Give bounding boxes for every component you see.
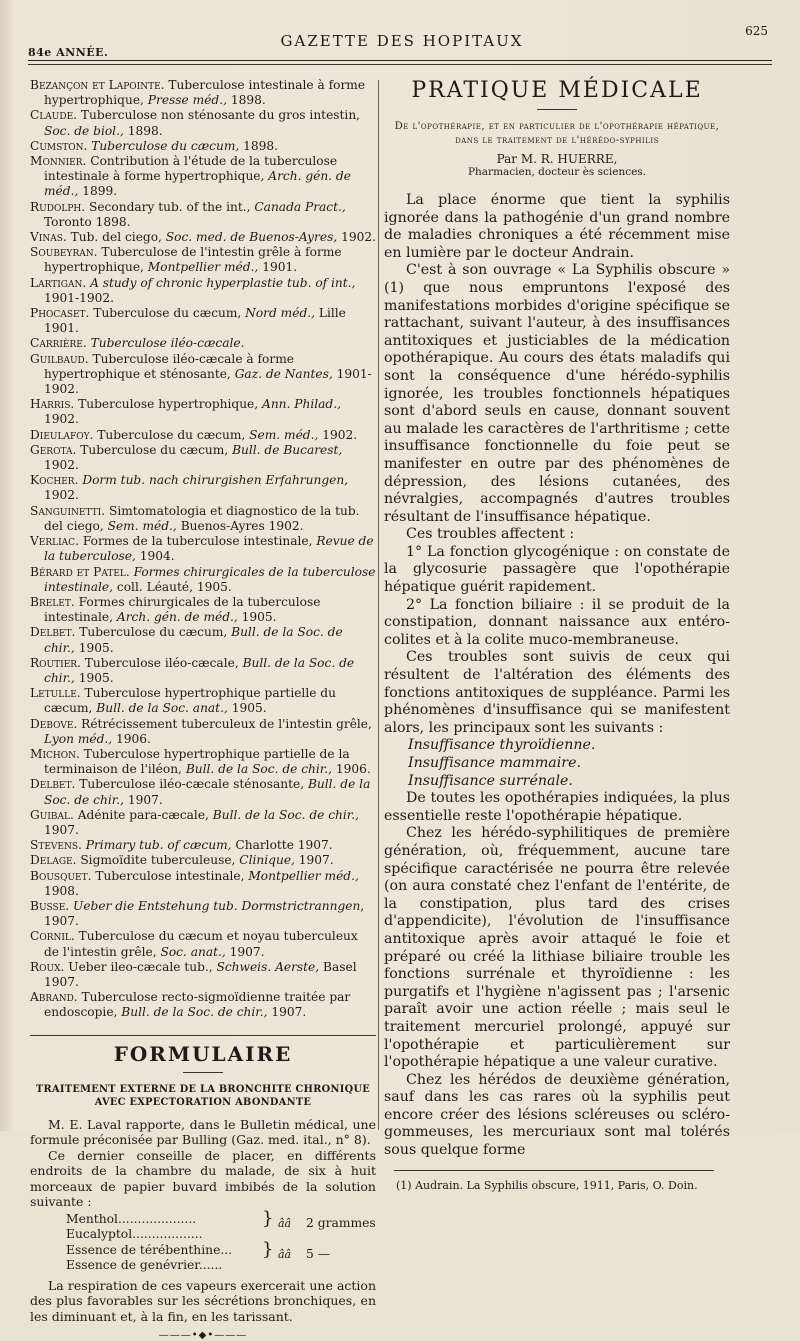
bib-source: Canada Pract., <box>254 199 346 214</box>
bib-source: Bull. de Bucarest, <box>232 442 343 457</box>
bibliography-entry <box>30 139 376 154</box>
bibliography-entry <box>30 306 376 336</box>
footnote-rule <box>394 1170 714 1171</box>
list-item: Insuffisance thyroïdienne. <box>408 737 596 754</box>
bib-source: Arch. gén. de méd., <box>44 169 351 199</box>
bib-tail: 1907. <box>298 853 334 868</box>
bib-source: Revue de la tuberculose, <box>44 534 374 564</box>
bib-text: Adénite para-cæcale, <box>77 807 213 822</box>
bib-source: Sem. méd., <box>107 518 181 533</box>
bib-source: Soc. de biol., <box>44 123 128 138</box>
bib-source: Montpellier méd., <box>147 260 263 275</box>
bib-tail: 1905. <box>78 670 114 685</box>
formulaire-rule <box>183 1072 223 1073</box>
bibliography-entry <box>30 504 376 534</box>
bib-source: Montpellier méd., <box>248 868 359 883</box>
bibliography-entry <box>30 595 376 625</box>
bib-text: Simtomatologia et diagnostico de la tub. del ciego, <box>44 503 360 533</box>
bib-text: Tuberculose du cæcum, <box>79 625 232 640</box>
bib-author: Delbet. <box>30 625 80 640</box>
bib-text: Tuberculose iléo-cæcale sténosante, <box>79 777 308 792</box>
bib-author: Abrand. <box>30 990 82 1005</box>
bib-text: Tuberculose non sténosante du gros intestin, <box>80 108 361 123</box>
bibliography-entry <box>30 230 376 245</box>
recipe-aa: ââ <box>278 1247 292 1261</box>
bib-tail: 1905. <box>78 640 114 655</box>
bibliography-entry <box>30 747 376 777</box>
bib-text: Tuberculose hypertrophique partielle de la terminaison de l'iléon, <box>44 746 350 777</box>
article-paragraph: 1° La fonction glycogénique : on constate de la glycosurie passagère que l'opothérapie hépatique guérit rapidement. <box>384 543 730 596</box>
bibliography-entry <box>30 534 376 564</box>
bib-tail: 1907. <box>127 792 163 807</box>
section-end-ornament: ———•◆•——— <box>158 1330 248 1341</box>
bibliography-entry <box>30 245 376 275</box>
bib-tail: 1908. <box>44 883 79 898</box>
bib-text: Sigmoïdite tuberculeuse, <box>80 853 240 868</box>
bib-text: Tuberculose du cæcum, <box>93 306 246 321</box>
bib-author: Guilbaud. <box>30 351 93 366</box>
bib-tail: 1901-1902. <box>44 290 115 305</box>
list-item: Insuffisance mammaire. <box>408 755 581 771</box>
bibliography <box>30 78 376 1021</box>
bib-source: Bull. de la Soc. de chir., <box>212 807 360 822</box>
insufficiency-list <box>408 737 730 790</box>
article-paragraph: Chez les hérédo-syphilitiques de première génération, où, fréquemment, aucune tare spécifique caractérisée ne pourra être relevée (on aura constaté chez l'enfant de l'entérite, de la constipation, plus tard des crises d'appendicite), l'évolution de l'insuffisance antitoxique après avoir attaqué le foie et préparé ou créé la lithiase biliaire trouble les fonctions surrénale et thyroïdienne : les purgatifs et l'hygiène n'agissent pas ; l'arsenic paraît avoir une action réelle ; mais seul le traitement mercuriel prolongé, appuyé sur l'opothérapie et particulièrement sur l'opothérapie hépatique a une valeur curative. <box>384 825 730 1071</box>
bib-author: Delage. <box>30 853 81 868</box>
right-column <box>384 78 730 1192</box>
bib-author: Bérard et Patel. <box>30 564 134 579</box>
bib-source: Sem. méd., <box>249 427 323 442</box>
recipe-aa: ââ <box>278 1216 292 1230</box>
bibliography-entry <box>30 428 376 443</box>
recipe-item: Essence de genévrier...... <box>66 1257 223 1272</box>
article-paragraph: Ces troubles affectent : <box>406 526 575 543</box>
bib-source: Ann. Philad., <box>262 397 341 412</box>
bib-author: Stevens. <box>30 838 86 853</box>
bib-source: Bull. de la Soc. de chir., <box>185 762 336 777</box>
bib-author: Gerota. <box>30 442 81 457</box>
bib-author: Carrière. <box>30 336 91 351</box>
bibliography-entry <box>30 899 376 929</box>
bib-tail: 1902. <box>341 230 376 245</box>
bib-text: Tuberculose recto-sigmoïdienne traitée par endoscopie, <box>44 990 351 1020</box>
bibliography-entry <box>30 200 376 230</box>
bib-text: Secondary tub. of the int., <box>89 199 255 214</box>
bib-source: Soc. med. de Buenos-Ayres, <box>165 230 342 245</box>
formulaire-paragraph: Ce dernier conseille de placer, en différents endroits de la chambre du malade, de six à huit morceaux de papier buvard imbibés de la solution suivante : <box>30 1147 376 1210</box>
left-column <box>30 78 376 1341</box>
bibliography-entry <box>30 656 376 686</box>
bibliography-entry <box>30 336 376 351</box>
bibliography-entry <box>30 473 376 503</box>
formulaire-subtitle: TRAITEMENT EXTERNE DE LA BRONCHITE CHRONIQUE AVEC EXPECTORATION ABONDANTE <box>35 1083 371 1108</box>
recipe <box>66 1207 376 1278</box>
bibliography-entry <box>30 78 376 108</box>
bib-tail: 1898. <box>230 93 266 108</box>
bib-source: Bull. de la Soc. de chir., <box>44 777 371 807</box>
bibliography-entry <box>30 777 376 807</box>
bib-source: Bull. de la Soc. de chir., <box>44 625 343 655</box>
list-item: Insuffisance surrénale. <box>408 772 573 789</box>
page-number: 625 <box>745 24 768 38</box>
bib-text: Tuberculose de l'intestin grêle à forme hypertrophique, <box>44 245 342 275</box>
article-paragraph: 2° La fonction biliaire : il se produit de la constipation, donnant naissance aux entéro-colites et à la colite muco-membraneuse. <box>384 596 730 648</box>
bib-author: Busse. <box>30 898 74 913</box>
bib-source: Bull. de la Soc. de chir., <box>121 1005 272 1020</box>
bib-source: Primary tub. of cæcum, <box>85 838 236 853</box>
article-paragraph: La place énorme que tient la syphilis ignorée dans la pathogénie d'un grand nombre de maladies chroniques a été récemment mise en lumière par le docteur Andrain. <box>384 192 730 261</box>
bib-tail: 1902. <box>322 427 358 442</box>
bib-author: Soubeyran. <box>30 245 102 260</box>
bibliography-entry <box>30 960 376 990</box>
bib-tail: 1899. <box>82 184 118 199</box>
bib-author: Brelet. <box>30 594 79 609</box>
bib-text: Ueber ileo-cæcale tub., <box>68 959 217 974</box>
bib-source: Formes chirurgicales de la tuberculose intestinale, <box>44 564 376 594</box>
bib-author: Sanguinetti. <box>30 503 109 518</box>
column-divider <box>378 80 379 1130</box>
bib-tail: 1901. <box>262 260 298 275</box>
article-paragraph: Chez les hérédos de deuxième génération, sauf dans les cas rares où la syphilis peut encore créer des lésions scléreuses ou scléro-gommeuses, les mercuriaux sont mal tolérés sous quelque forme <box>384 1071 730 1159</box>
bib-author: Debove. <box>30 716 82 731</box>
recipe-amount: 2 grammes <box>306 1215 376 1230</box>
recipe-item: Essence de térébenthine... <box>66 1242 233 1257</box>
bib-tail: Buenos-Ayres 1902. <box>180 518 304 533</box>
bib-tail: 1904. <box>139 549 175 564</box>
author-credentials: Pharmacien, docteur ès sciences. <box>467 166 647 178</box>
bib-author: Routier. <box>30 655 85 670</box>
brace: } <box>262 1207 274 1229</box>
bib-text: Tuberculose hypertrophique partielle du cæcum, <box>44 686 336 716</box>
article-subtitle: De l'opothérapie, et en particulier de l'opothérapie hépatique, dans le traitement de l'hérédo-syphilis <box>394 121 720 146</box>
header-rule <box>28 60 772 61</box>
bib-source: Ueber die Entstehung tub. Dormstrictranngen, <box>73 898 365 913</box>
bib-source: Schweis. Aerste, <box>216 959 324 974</box>
bib-author: Vinas. <box>30 230 71 245</box>
bib-source: Soc. anat., <box>160 944 230 959</box>
bib-text: Tuberculose du cæcum, <box>97 427 250 442</box>
brace: } <box>262 1238 274 1260</box>
bib-source: A study of chronic hyperplastie tub. of int., <box>90 275 356 290</box>
bib-text: Rétrécissement tuberculeux de l'intestin grêle, <box>81 716 372 731</box>
recipe-item: Eucalyptol.................. <box>66 1226 203 1241</box>
bib-source: Bull. de la Soc. de chir., <box>44 655 355 685</box>
bib-source: Tuberculose iléo-cæcale. <box>90 336 245 351</box>
bib-author: Lartigan. <box>30 275 91 290</box>
year-label: 84e ANNÉE. <box>28 46 109 59</box>
bib-tail: Basel 1907. <box>44 959 357 989</box>
bib-tail: 1905. <box>231 701 267 716</box>
bibliography-entry <box>30 108 376 138</box>
bib-tail: 1898. <box>243 138 279 153</box>
bibliography-entry <box>30 838 376 853</box>
bib-author: Delbet. <box>30 777 80 792</box>
bib-tail: 1902. <box>44 488 79 503</box>
bib-tail: 1907. <box>44 914 79 929</box>
bib-author: Bousquet. <box>30 868 96 883</box>
bib-tail: 1901-1902. <box>44 366 372 397</box>
bibliography-entry <box>30 808 376 838</box>
recipe-item: Menthol.................... <box>66 1211 197 1226</box>
bibliography-entry <box>30 869 376 899</box>
bib-author: Rudolph. <box>30 199 89 214</box>
bib-author: Phocaset. <box>30 306 94 321</box>
bib-tail: 1905. <box>241 610 277 625</box>
bib-author: Dieulafoy. <box>30 427 98 442</box>
bib-author: Harris. <box>30 397 79 412</box>
bibliography-entry <box>30 352 376 398</box>
bib-tail: 1902. <box>44 458 79 473</box>
journal-title: GAZETTE DES HOPITAUX <box>280 32 524 50</box>
bibliography-entry <box>30 565 376 595</box>
bibliography-entry <box>30 443 376 473</box>
bib-author: Verliac. <box>30 534 83 549</box>
bib-text: Tub. del ciego, <box>70 230 166 245</box>
header-rule-thin <box>28 64 772 65</box>
bibliography-entry <box>30 686 376 716</box>
formulaire-paragraph: La respiration de ces vapeurs exercerait une action des plus favorables sur les sécrétions bronchiques, en les diminuant et, à la fin, en les tarissant. <box>30 1277 376 1324</box>
article-author: Par M. R. HUERRE, <box>496 152 618 166</box>
bibliography-entry <box>30 154 376 200</box>
bib-author: Monnier. <box>30 154 91 169</box>
footnote: (1) Audrain. La Syphilis obscure, 1911, Paris, O. Doin. <box>396 1178 698 1192</box>
bib-author: Cornil. <box>30 929 79 944</box>
bibliography-entry <box>30 625 376 655</box>
bib-text: Formes de la tuberculose intestinale, <box>82 534 317 549</box>
bib-tail: 1907. <box>271 1005 307 1020</box>
bib-text: Tuberculose intestinale, <box>95 868 249 883</box>
recipe-amount: 5 — <box>306 1246 331 1261</box>
article-paragraph: Ces troubles sont suivis de ceux qui résultent de l'altération des éléments des fonctions antitoxiques de suppléance. Parmi les phénomènes d'insuffisance qui se manifestent alors, les principaux sont les suivants : <box>384 649 730 736</box>
bibliography-entry <box>30 853 376 868</box>
bib-tail: 1907. <box>229 944 265 959</box>
bib-tail: coll. Léauté, 1905. <box>116 579 232 594</box>
bib-source: Bull. de la Soc. anat., <box>96 701 232 716</box>
page-header <box>28 24 776 74</box>
article-paragraph: De toutes les opothérapies indiquées, la plus essentielle reste l'opothérapie hépatique. <box>384 790 730 824</box>
bib-tail: Charlotte 1907. <box>235 838 333 853</box>
bib-author: Roux. <box>30 959 69 974</box>
bib-text: Formes chirurgicales de la tuberculose intestinale, <box>44 594 321 625</box>
formulaire-paragraph: M. E. Laval rapporte, dans le Bulletin médical, une formule préconisée par Bulling (Gaz. med. ital., n° 8). <box>30 1116 376 1148</box>
bib-text: Tuberculose iléo-cæcale, <box>84 655 243 670</box>
bib-tail: 1906. <box>335 762 371 777</box>
bib-source: Nord méd., <box>245 306 319 321</box>
bib-author: Guibal. <box>30 807 78 822</box>
bib-source: Tuberculose du cæcum, <box>91 138 244 153</box>
bibliography-entry <box>30 990 376 1020</box>
bib-author: Michon. <box>30 746 84 761</box>
bib-source: Presse méd., <box>147 93 231 108</box>
bib-source: Clinique, <box>239 853 299 868</box>
bib-author: Bezançon et Lapointe. <box>30 78 169 92</box>
bibliography-entry <box>30 717 376 747</box>
bib-source: Gaz. de Nantes, <box>234 366 337 381</box>
bib-tail: Toronto 1898. <box>44 214 131 229</box>
bib-author: Kocher. <box>30 473 83 488</box>
bibliography-entry <box>30 397 376 427</box>
bib-author: Cumston. <box>30 138 92 153</box>
bib-text: Tuberculose intestinale à forme hypertrophique, <box>44 78 366 108</box>
article-paragraph: C'est à son ouvrage « La Syphilis obscure » (1) que nous empruntons l'exposé des manifestations morbides d'origine spécifique se rattachant, suivant l'auteur, à des insuffisances antitoxiques et justiciables de la médication opothérapique. Au cours des états maladifs qui sont la conséquence d'une hérédo-syphilis ignorée, les troubles fonctionnels hépatiques sont d'abord seuls en cause, donnant souvent au malade les caractères de l'arthritisme ; cette insuffisance fonctionnelle du foie peut se manifester en outre par des phénomènes de dépression, des lésions cutanées, des névralgies, accompagnés d'autres troubles résultant de l'insuffisance hépatique. <box>384 262 730 525</box>
formulaire-title: FORMULAIRE <box>30 1035 376 1066</box>
bib-tail: 1907. <box>44 822 79 837</box>
bib-tail: Lille 1901. <box>44 306 346 336</box>
pratique-title: PRATIQUE MÉDICALE <box>411 78 703 103</box>
bib-source: Lyon méd., <box>44 731 117 746</box>
bib-text: Tuberculose iléo-cæcale à forme hypertrophique et sténosante, <box>44 351 294 381</box>
bib-tail: 1902. <box>44 412 79 427</box>
bib-tail: 1898. <box>127 123 163 138</box>
bib-text: Tuberculose du cæcum et noyau tuberculeux de l'intestin grêle, <box>44 929 358 959</box>
bib-author: Claude. <box>30 108 81 123</box>
bib-text: Contribution à l'étude de la tuberculose intestinale à forme hypertrophique, <box>44 154 338 184</box>
bib-tail: 1906. <box>116 731 151 746</box>
bib-source: Arch. gén. de méd., <box>116 610 242 625</box>
bib-text: Tuberculose du cæcum, <box>80 442 233 457</box>
pratique-rule <box>537 109 577 110</box>
bib-author: Letulle. <box>30 686 85 701</box>
bibliography-entry <box>30 276 376 306</box>
bibliography-entry <box>30 929 376 959</box>
bib-source: Dorm tub. nach chirurgishen Erfahrungen, <box>82 473 349 488</box>
bib-text: Tuberculose hypertrophique, <box>78 397 263 412</box>
